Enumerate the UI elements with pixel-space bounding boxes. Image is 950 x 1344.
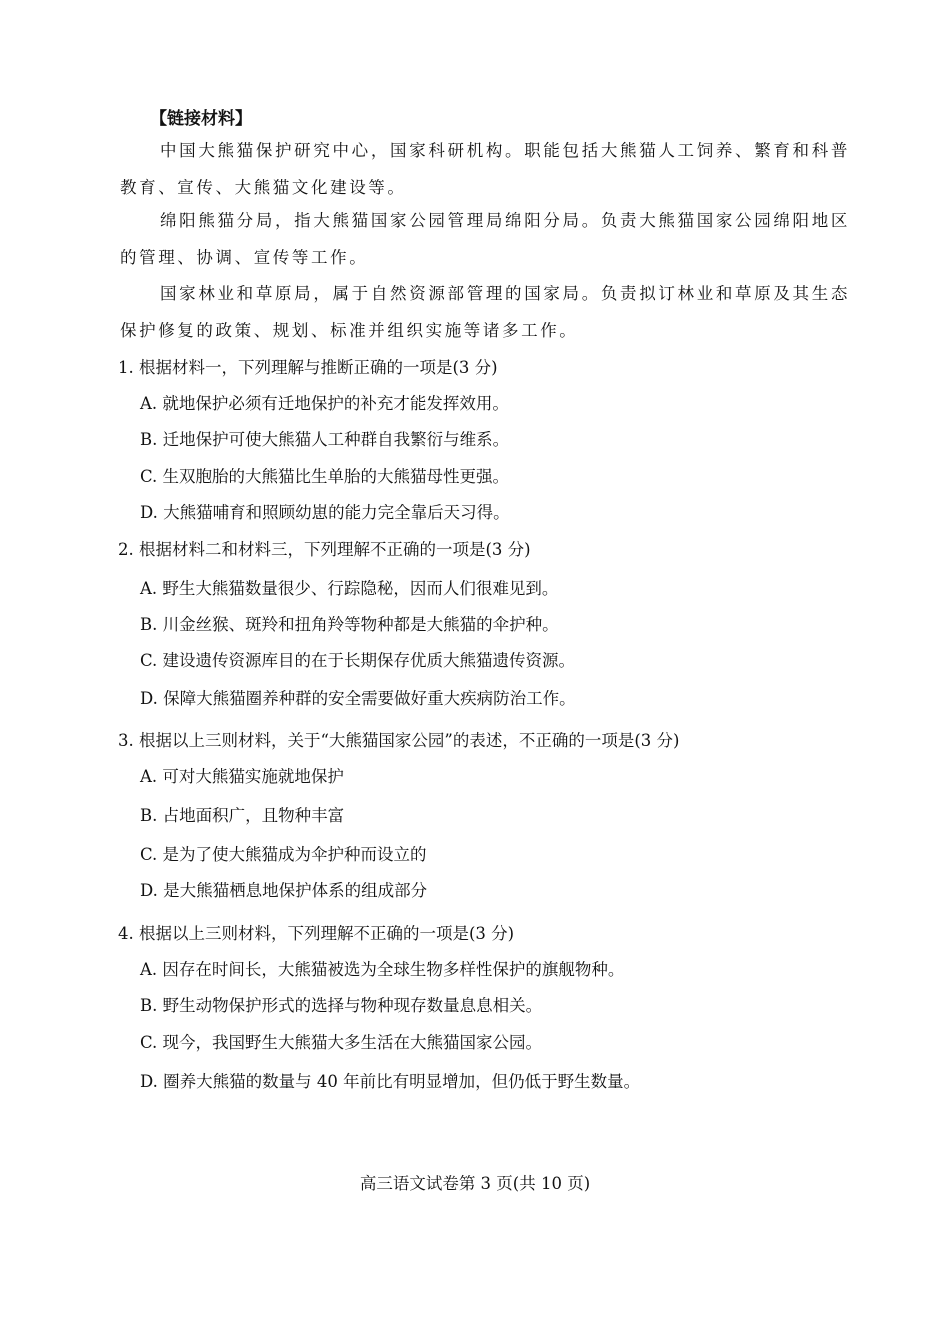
question-4-stem: 4. 根据以上三则材料，下列理解不正确的一项是(3 分) bbox=[118, 924, 515, 943]
question-1-option-c: C. 生双胞胎的大熊猫比生单胎的大熊猫母性更强。 bbox=[140, 467, 510, 486]
question-3-option-a: A. 可对大熊猫实施就地保护 bbox=[140, 767, 344, 786]
question-4-option-c: C. 现今，我国野生大熊猫大多生活在大熊猫国家公园。 bbox=[140, 1033, 543, 1052]
question-1-stem: 1. 根据材料一，下列理解与推断正确的一项是(3 分) bbox=[118, 358, 498, 377]
section-title: 【链接材料】 bbox=[150, 109, 252, 129]
page-footer: 高三语文试卷第 3 页(共 10 页) bbox=[359, 1174, 591, 1193]
question-2-option-a: A. 野生大熊猫数量很少、行踪隐秘，因而人们很难见到。 bbox=[140, 579, 559, 598]
question-4-option-d: D. 圈养大熊猫的数量与 40 年前比有明显增加，但仍低于野生数量。 bbox=[140, 1072, 641, 1091]
question-2-option-b: B. 川金丝猴、斑羚和扭角羚等物种都是大熊猫的伞护种。 bbox=[140, 615, 559, 634]
question-2-option-c: C. 建设遗传资源库目的在于长期保存优质大熊猫遗传资源。 bbox=[140, 651, 576, 670]
paragraph-forestry-bureau: 国家林业和草原局，属于自然资源部管理的国家局。负责拟订林业和草原及其生态保护修复的政策、规划、标准并组织实施等诸多工作。 bbox=[120, 284, 850, 340]
paragraph-research-center: 中国大熊猫保护研究中心，国家科研机构。职能包括大熊猫人工饲养、繁育和科普教育、宣传、大熊猫文化建设等。 bbox=[120, 141, 850, 197]
question-2-option-d: D. 保障大熊猫圈养种群的安全需要做好重大疾病防治工作。 bbox=[140, 689, 576, 708]
question-1-option-b: B. 迁地保护可使大熊猫人工种群自我繁衍与维系。 bbox=[140, 430, 510, 449]
question-3-option-d: D. 是大熊猫栖息地保护体系的组成部分 bbox=[140, 881, 428, 900]
question-3-option-b: B. 占地面积广，且物种丰富 bbox=[140, 806, 345, 825]
question-3-option-c: C. 是为了使大熊猫成为伞护种而设立的 bbox=[140, 845, 427, 864]
question-3-stem: 3. 根据以上三则材料，关于“大熊猫国家公园”的表述，不正确的一项是(3 分) bbox=[118, 731, 680, 750]
question-4-option-a: A. 因存在时间长，大熊猫被选为全球生物多样性保护的旗舰物种。 bbox=[140, 960, 625, 979]
question-1-option-a: A. 就地保护必须有迁地保护的补充才能发挥效用。 bbox=[140, 394, 509, 413]
paragraph-mianyang-bureau: 绵阳熊猫分局，指大熊猫国家公园管理局绵阳分局。负责大熊猫国家公园绵阳地区的管理、协调、宣传等工作。 bbox=[120, 211, 850, 267]
question-1-option-d: D. 大熊猫哺育和照顾幼崽的能力完全靠后天习得。 bbox=[140, 503, 510, 522]
question-4-option-b: B. 野生动物保护形式的选择与物种现存数量息息相关。 bbox=[140, 996, 543, 1015]
question-2-stem: 2. 根据材料二和材料三，下列理解不正确的一项是(3 分) bbox=[118, 540, 531, 559]
